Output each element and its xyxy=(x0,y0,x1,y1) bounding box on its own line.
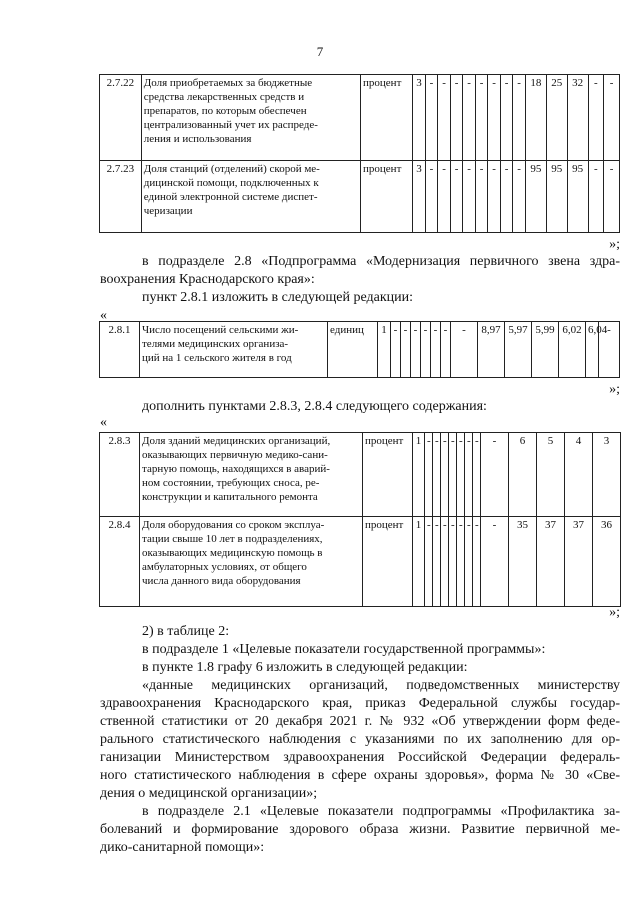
indicator-table-2-8-3 xyxy=(99,432,621,607)
value-cell: - xyxy=(513,75,526,161)
status-cell: 3 xyxy=(413,75,426,161)
value-cell: 32 xyxy=(567,75,588,161)
row-number-cell: 2.8.4 xyxy=(100,517,140,607)
indicator-name-line: ций на 1 сельского жителя в год xyxy=(142,352,292,364)
value-cell: 5,99 xyxy=(532,322,559,378)
value-cell: - xyxy=(473,517,481,607)
table-row xyxy=(100,517,621,607)
indicator-name-cell xyxy=(140,517,363,607)
page-number: 7 xyxy=(316,44,324,59)
value-cell: - xyxy=(604,161,620,233)
value-cell: 36 xyxy=(593,517,621,607)
paragraph-line: воохранения Краснодарского края»: xyxy=(100,272,315,287)
unit-cell: единиц xyxy=(328,322,378,378)
indicator-table-2-7 xyxy=(99,74,620,233)
indicator-name-line: централизованный учет их распреде- xyxy=(143,119,318,131)
table-row xyxy=(100,75,620,161)
paragraph-line: дико-санитарной помощи»: xyxy=(100,840,265,855)
value-cell: - xyxy=(463,75,476,161)
value-cell: - xyxy=(465,517,473,607)
value-cell: 5 xyxy=(537,433,565,517)
indicator-name-cell xyxy=(140,433,363,517)
paragraph-line: дения о медицинской организации»; xyxy=(100,786,318,801)
value-cell: - xyxy=(425,433,433,517)
paragraph-line: пункт 2.8.1 изложить в следующей редакции: xyxy=(142,290,413,305)
value-cell: 6 xyxy=(509,433,537,517)
paragraph-line: ганизации Министерством здравоохранения Российской Федерации федераль- xyxy=(100,750,620,765)
value-cell: - xyxy=(604,75,620,161)
opening-quote: « xyxy=(100,415,107,430)
value-cell: - xyxy=(500,161,513,233)
value-cell: - xyxy=(441,433,449,517)
value-cell: - xyxy=(488,161,501,233)
closing-quote: »; xyxy=(609,237,620,252)
value-cell: 95 xyxy=(546,161,567,233)
value-cell: - xyxy=(425,75,438,161)
opening-quote: « xyxy=(100,308,107,323)
table-row xyxy=(100,433,621,517)
value-cell: 95 xyxy=(567,161,588,233)
row-number-cell: 2.8.1 xyxy=(100,322,140,378)
status-cell: 1 xyxy=(413,517,425,607)
value-cell: 4 xyxy=(565,433,593,517)
value-cell: 18 xyxy=(525,75,546,161)
value-cell: - xyxy=(425,517,433,607)
value-cell: 6,04 xyxy=(586,322,599,378)
value-cell: - xyxy=(451,322,478,378)
table-row xyxy=(100,161,620,233)
value-cell: - xyxy=(449,433,457,517)
value-cell: - xyxy=(475,161,488,233)
paragraph-line: болеваний и формирование здорового образа жизни. Развитие первичной ме- xyxy=(100,822,620,837)
value-cell: 35 xyxy=(509,517,537,607)
value-cell: 6,02 xyxy=(559,322,586,378)
paragraph-line: в подразделе 1 «Целевые показатели государственной программы»: xyxy=(142,642,546,657)
unit-cell: процент xyxy=(361,75,413,161)
value-cell: 95 xyxy=(525,161,546,233)
value-cell: - xyxy=(588,161,604,233)
paragraph-line: в пункте 1.8 графу 6 изложить в следующей редакции: xyxy=(142,660,468,675)
paragraph-line: ственной статистики от 20 декабря 2021 г. № 932 «Об утверждении форм феде- xyxy=(100,714,620,729)
value-cell: - xyxy=(463,161,476,233)
paragraph-line: дополнить пунктами 2.8.3, 2.8.4 следующего содержания: xyxy=(142,399,487,414)
row-number-cell: 2.7.22 xyxy=(100,75,142,161)
value-cell: 5,97 xyxy=(505,322,532,378)
indicator-name-line: препаратов, по которым обеспечен xyxy=(143,105,307,117)
table-row xyxy=(100,322,620,378)
value-cell: - xyxy=(475,75,488,161)
indicator-name-line: Число посещений сельскими жи- xyxy=(142,324,299,336)
value-cell: - xyxy=(441,517,449,607)
indicator-name-line: оказывающих первичную медико-сани- xyxy=(142,449,328,461)
indicator-name-line: ном состоянии, требующих сноса, ре- xyxy=(142,477,320,489)
value-cell: - xyxy=(513,161,526,233)
value-cell: - xyxy=(457,517,465,607)
value-cell: 25 xyxy=(546,75,567,161)
value-cell: - xyxy=(391,322,401,378)
unit-cell: процент xyxy=(363,433,413,517)
indicator-name-line: дицинской помощи, подключенных к xyxy=(143,177,319,189)
value-cell: - xyxy=(457,433,465,517)
value-cell: 3 xyxy=(593,433,621,517)
indicator-name-line: конструкции и капитального ремонта xyxy=(142,491,318,503)
paragraph-line: 2) в таблице 2: xyxy=(142,624,230,639)
unit-cell: процент xyxy=(363,517,413,607)
table-body xyxy=(100,322,620,378)
value-cell: - xyxy=(411,322,421,378)
value-cell: - xyxy=(450,161,463,233)
indicator-name-cell xyxy=(141,161,360,233)
paragraph-line: ного статистического наблюдения в сфере охраны здоровья», форма № 30 «Све- xyxy=(100,768,620,783)
value-cell: - xyxy=(401,322,411,378)
indicator-name-cell xyxy=(141,75,360,161)
closing-quote: »; xyxy=(609,382,620,397)
value-cell: - xyxy=(438,75,451,161)
indicator-name-line: числа данного вида оборудования xyxy=(142,575,301,587)
value-cell: - xyxy=(481,433,509,517)
status-cell: 1 xyxy=(413,433,425,517)
value-cell: - xyxy=(481,517,509,607)
indicator-name-line: телями медицинских организа- xyxy=(142,338,289,350)
value-cell: - xyxy=(425,161,438,233)
value-cell: - xyxy=(473,433,481,517)
value-cell: - xyxy=(433,517,441,607)
indicator-name-line: тации свыше 10 лет в подразделениях, xyxy=(142,533,323,545)
indicator-name-line: черизации xyxy=(143,205,193,217)
indicator-name-line: тарную помощь, находящихся в аварий- xyxy=(142,463,330,475)
value-cell: - xyxy=(438,161,451,233)
indicator-name-cell xyxy=(140,322,328,378)
value-cell: - xyxy=(465,433,473,517)
row-number-cell: 2.7.23 xyxy=(100,161,142,233)
unit-cell: процент xyxy=(361,161,413,233)
value-cell: - xyxy=(588,75,604,161)
value-cell: - xyxy=(488,75,501,161)
indicator-name-line: ления и использования xyxy=(143,133,252,145)
indicator-name-line: Доля оборудования со сроком эксплуа- xyxy=(142,519,325,531)
indicator-name-line: Доля приобретаемых за бюджетные xyxy=(143,77,313,89)
indicator-name-line: амбулаторных условиях, от общего xyxy=(142,561,307,573)
paragraph-line: в подразделе 2.1 «Целевые показатели подпрограммы «Профилактика за- xyxy=(142,804,620,819)
paragraph-line: «данные медицинских организаций, подведомственных министерству xyxy=(142,678,620,693)
value-cell: - xyxy=(431,322,441,378)
value-cell: 37 xyxy=(537,517,565,607)
status-cell: 1 xyxy=(378,322,391,378)
value-cell: - xyxy=(421,322,431,378)
value-cell: - xyxy=(599,322,620,378)
indicator-name-line: единой электронной системе диспет- xyxy=(143,191,318,203)
value-cell: - xyxy=(500,75,513,161)
value-cell: 37 xyxy=(565,517,593,607)
value-cell: - xyxy=(450,75,463,161)
paragraph-line: рального статистического наблюдения с указаниями по их заполнению для ор- xyxy=(100,732,620,747)
value-cell: - xyxy=(449,517,457,607)
value-cell: 8,97 xyxy=(478,322,505,378)
paragraph-line: в подразделе 2.8 «Подпрограмма «Модернизация первичного звена здра- xyxy=(142,254,620,269)
closing-quote: »; xyxy=(609,605,620,620)
table-body xyxy=(100,433,621,607)
indicator-name-line: Доля зданий медицинских организаций, xyxy=(142,435,331,447)
indicator-table-2-8-1 xyxy=(99,321,620,378)
status-cell: 3 xyxy=(413,161,426,233)
table-body xyxy=(100,75,620,233)
indicator-name-line: оказывающих медицинскую помощь в xyxy=(142,547,323,559)
paragraph-line: здравоохранения Краснодарского края, приказ Федеральной службы государ- xyxy=(100,696,620,711)
value-cell: - xyxy=(441,322,451,378)
value-cell: - xyxy=(433,433,441,517)
indicator-name-line: средства лекарственных средств и xyxy=(143,91,305,103)
row-number-cell: 2.8.3 xyxy=(100,433,140,517)
indicator-name-line: Доля станций (отделений) скорой ме- xyxy=(143,163,320,175)
